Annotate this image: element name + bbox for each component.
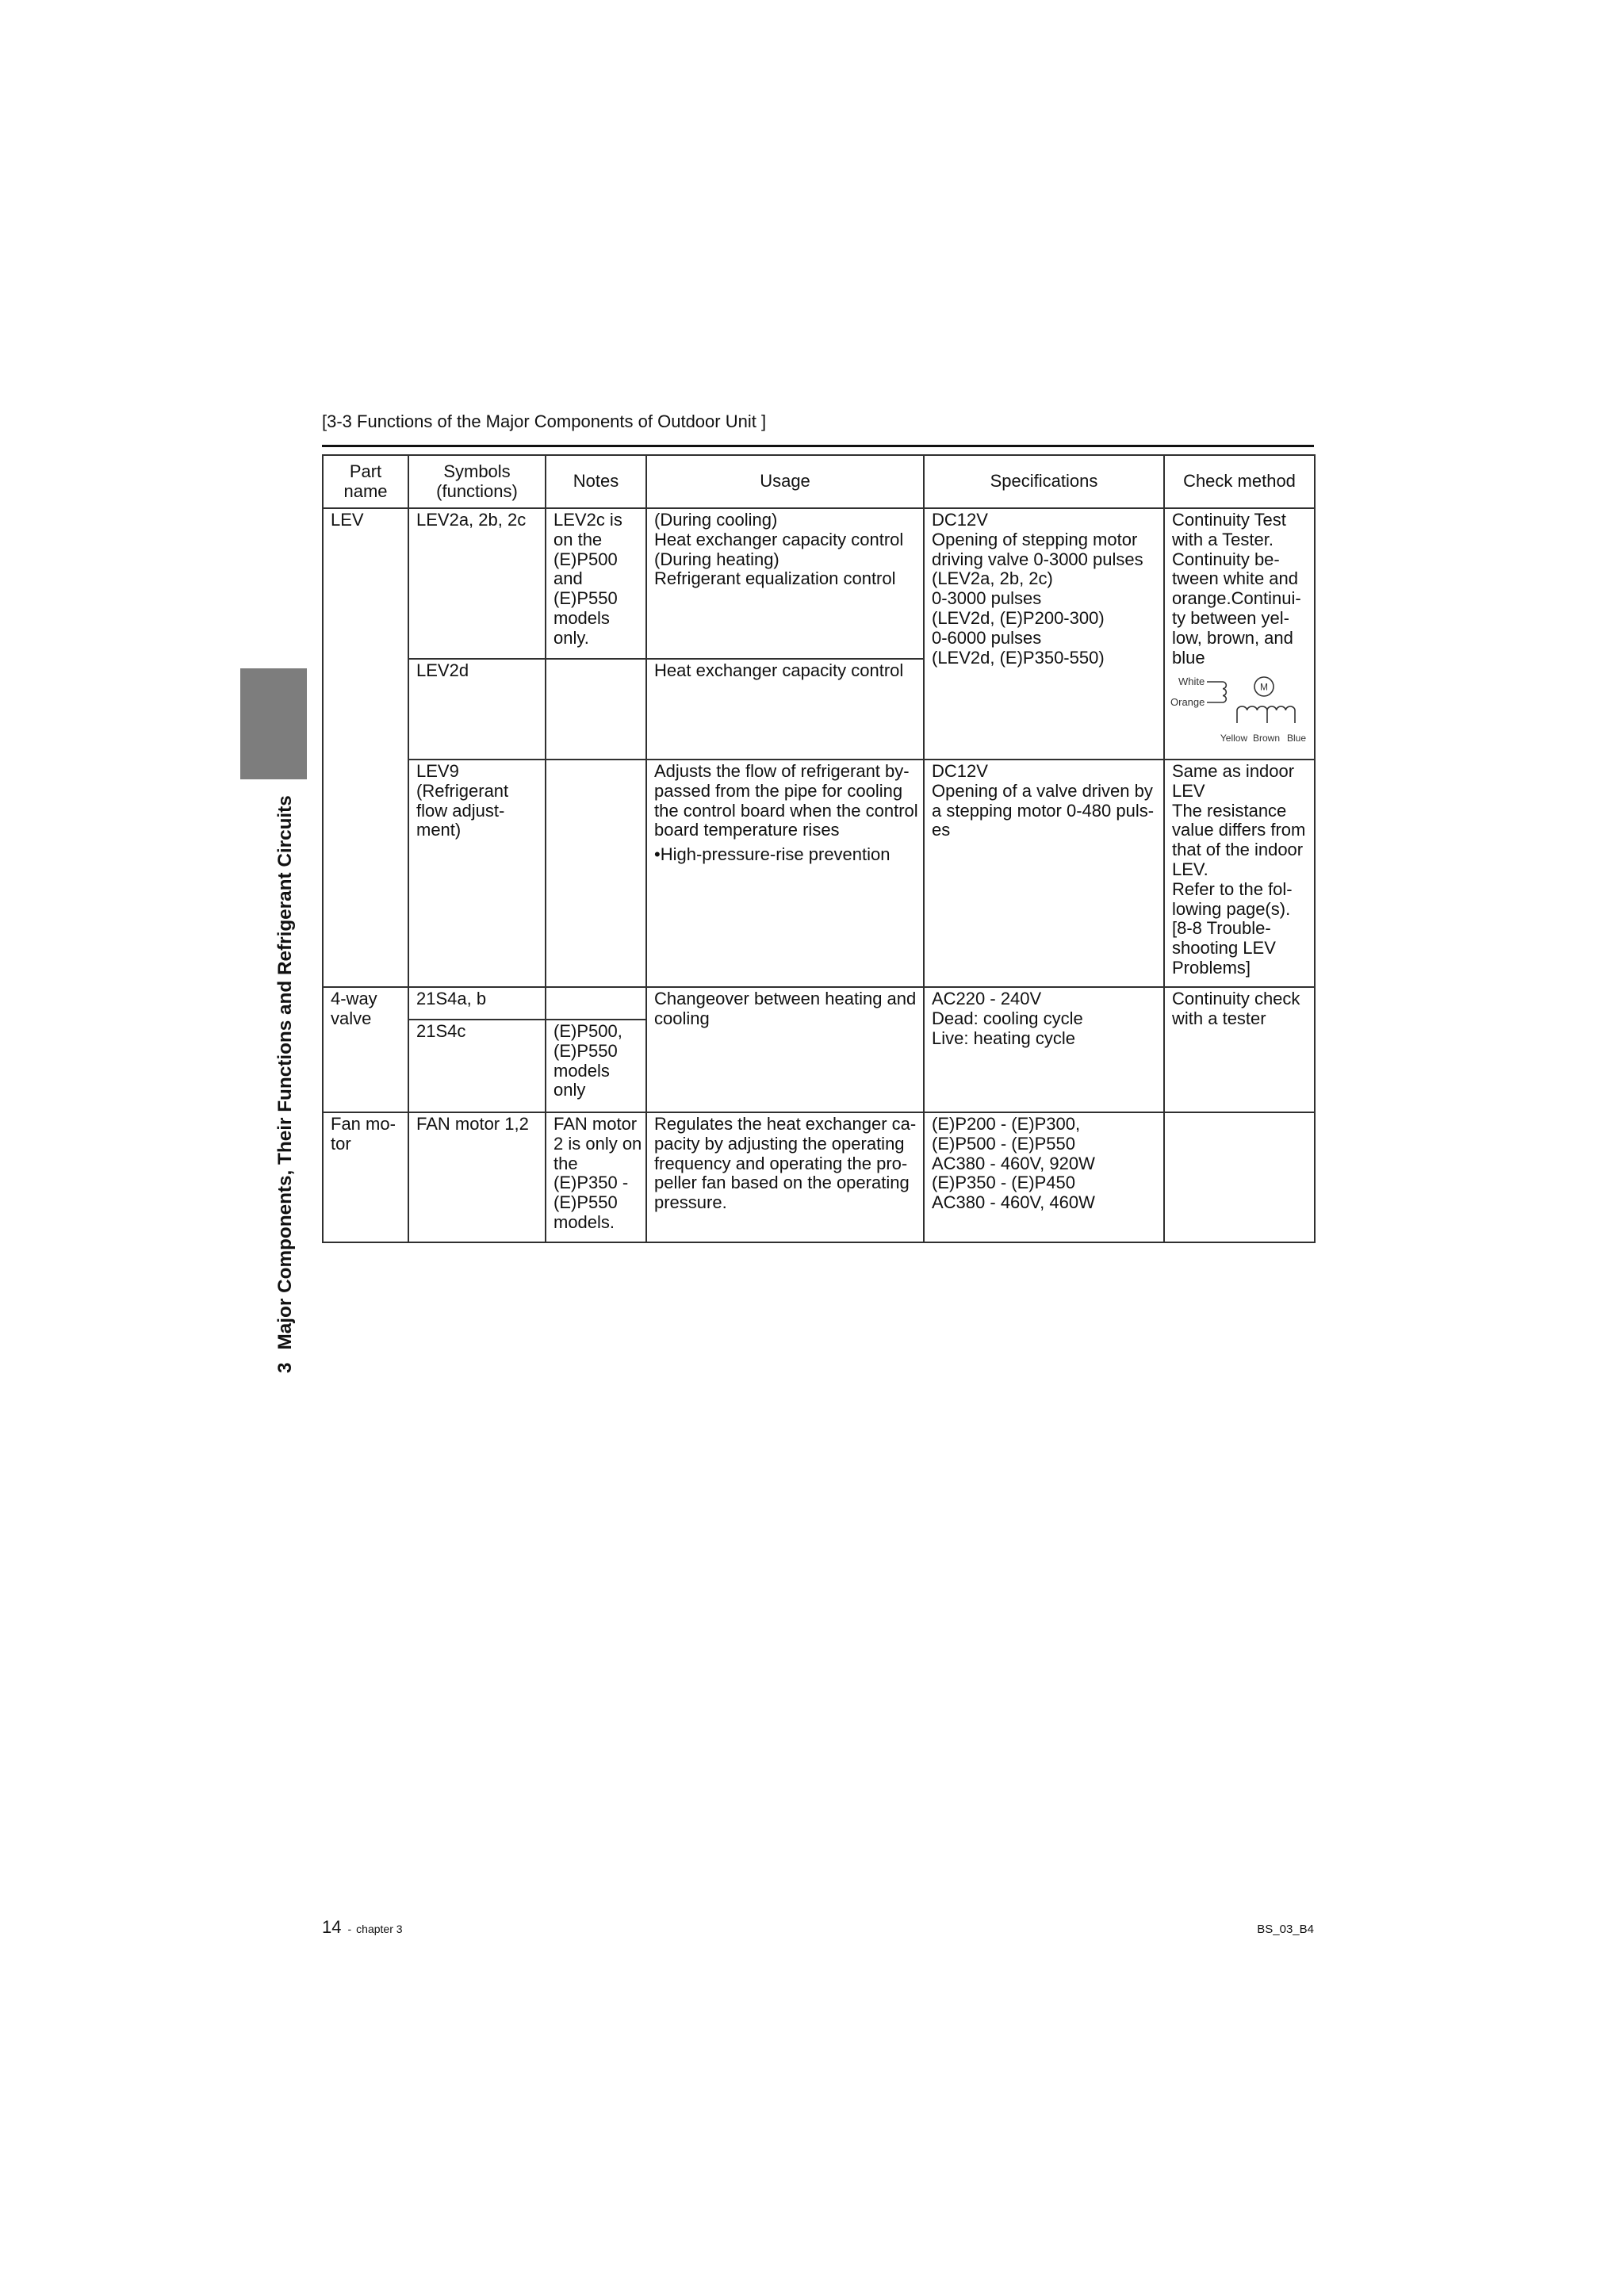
cell-text-line: low, brown, and	[1172, 627, 1293, 648]
cell-text-line: LEV2d	[416, 660, 469, 680]
cell-text-line: (Refrigerant	[416, 780, 509, 801]
chapter-side-title	[274, 795, 297, 1373]
cell-text-line: only	[553, 1080, 586, 1100]
coil-lead-lines	[1237, 710, 1295, 723]
orange-wire-label: Orange	[1170, 696, 1205, 708]
cell-text-line: Changeover between heating and	[654, 989, 917, 1008]
cell-notes-lev2d	[546, 659, 646, 760]
cell-symbols-21s4c	[408, 1020, 546, 1112]
cell-text-line: only.	[553, 627, 589, 648]
cell-text-line: es	[932, 820, 951, 840]
cell-text-line: (functions)	[436, 480, 518, 501]
cell-specifications-lev2	[924, 508, 1164, 760]
cell-text-line: Usage	[760, 471, 810, 492]
cell-text-line: Fan mo-	[331, 1114, 396, 1134]
cell-text-line: AC380 - 460V, 460W	[932, 1192, 1095, 1213]
cell-text-line: 4-way	[331, 989, 377, 1008]
cell-check-method-four-way-valve	[1164, 987, 1315, 1112]
cell-symbols-lev9	[408, 760, 546, 987]
cell-text-line: (E)P500	[553, 549, 618, 569]
cell-text-line: ty between yel-	[1172, 607, 1289, 628]
cell-text-line: (E)P200 - (E)P300,	[932, 1114, 1081, 1134]
page-number: 14	[322, 1917, 342, 1937]
cell-text-line: (During cooling)	[654, 510, 778, 530]
page-footer	[322, 1917, 1314, 1938]
cell-symbols-21s4ab	[408, 987, 546, 1020]
cell-text-line: Adjusts the flow of refrigerant by-	[654, 761, 910, 781]
cell-text-line: Continuity be-	[1172, 549, 1280, 569]
cell-text-line: tor	[331, 1133, 351, 1154]
motor-label: M	[1260, 681, 1268, 693]
cell-symbols-fan-motor	[408, 1112, 546, 1242]
footer-chapter-label: chapter 3	[356, 1923, 403, 1935]
cell-text-line: Same as indoor	[1172, 761, 1295, 781]
cell-text-line: the control board when the control	[654, 800, 918, 821]
cell-specifications-four-way-valve	[924, 987, 1164, 1112]
cell-text-line: models.	[553, 1211, 615, 1232]
cell-text-line: board temperature rises	[654, 820, 840, 840]
yellow-wire-label: Yellow	[1220, 733, 1248, 744]
cell-text-line: ment)	[416, 820, 462, 840]
lev-wiring-diagram	[1166, 670, 1312, 749]
cell-text-line: orange.Continui-	[1172, 588, 1301, 609]
header-part-name	[323, 455, 408, 508]
cell-part-fan-motor	[323, 1112, 408, 1242]
cell-text-line: LEV.	[1172, 859, 1208, 879]
cell-text-line: Part	[349, 461, 382, 481]
footer-separator: -	[347, 1923, 352, 1935]
cell-text-line: Symbols	[443, 461, 511, 481]
cell-text-line: (LEV2d, (E)P200-300)	[932, 607, 1105, 628]
cell-notes-fan-motor	[546, 1112, 646, 1242]
cell-notes-lev2abc	[546, 508, 646, 659]
cell-usage-fan-motor	[646, 1112, 924, 1242]
cell-text-line: passed from the pipe for cooling	[654, 780, 903, 801]
cell-text-line: tween white and	[1172, 568, 1298, 589]
cell-text-line: frequency and operating the pro-	[654, 1153, 908, 1173]
cell-text-line: Opening of a valve driven by	[932, 780, 1153, 801]
cell-text-line: (E)P500,	[553, 1021, 622, 1041]
cell-text-line: LEV2a, 2b, 2c	[416, 510, 527, 530]
cell-text-line: FAN motor 1,2	[416, 1114, 529, 1134]
cell-usage-four-way-valve	[646, 987, 924, 1112]
cell-text-line: LEV	[331, 510, 364, 530]
cell-text-line: with a tester	[1172, 1008, 1266, 1028]
header-notes	[546, 455, 646, 508]
chapter-number: 3	[274, 1362, 296, 1373]
blue-wire-label: Blue	[1286, 733, 1307, 744]
header-symbols	[408, 455, 546, 508]
cell-text-line: 21S4a, b	[416, 989, 487, 1008]
title-rule	[322, 445, 1314, 447]
cell-text-line: LEV2c is	[553, 510, 622, 530]
cell-text-line: 21S4c	[416, 1021, 466, 1041]
cell-symbols-lev2d	[408, 659, 546, 760]
cell-text-line: Refer to the fol-	[1172, 878, 1293, 899]
cell-text-line: driving valve 0-3000 pulses	[932, 549, 1143, 569]
cell-text-line: (E)P550	[553, 588, 618, 609]
cell-text-line: Live: heating cycle	[932, 1027, 1075, 1048]
cell-text-line: Problems]	[1172, 957, 1251, 978]
cell-text-line: Specifications	[990, 471, 1098, 492]
cell-text-line: name	[343, 480, 388, 501]
cell-text-line: AC220 - 240V	[932, 989, 1042, 1008]
footer-left	[322, 1917, 403, 1938]
cell-text-line: DC12V	[932, 510, 988, 530]
cell-text-line: valve	[331, 1008, 372, 1028]
cell-text-line: models	[553, 1060, 610, 1081]
cell-text-line: Dead: cooling cycle	[932, 1008, 1083, 1028]
cell-text-line: Continuity check	[1172, 989, 1300, 1008]
cell-specifications-fan-motor	[924, 1112, 1164, 1242]
cell-text-line: blue	[1172, 647, 1205, 668]
cell-part-lev	[323, 508, 408, 987]
cell-text-line: 2 is only on	[553, 1133, 642, 1154]
cell-text-line: (During heating)	[654, 549, 779, 569]
cell-text-line: models	[553, 607, 610, 628]
cell-usage-lev9	[646, 760, 924, 987]
cell-usage-lev2abc	[646, 508, 924, 659]
cell-text-line: (LEV2d, (E)P350-550)	[932, 647, 1105, 668]
cell-text-line: cooling	[654, 1008, 710, 1028]
white-wire-label: White	[1178, 675, 1205, 687]
header-specifications	[924, 455, 1164, 508]
cell-text-line: The resistance	[1172, 800, 1287, 821]
cell-text-line: (E)P350 -	[553, 1173, 629, 1193]
cell-text-line: on the	[553, 529, 603, 549]
cell-text-line: pressure.	[654, 1192, 727, 1213]
table-row-lev2abc	[323, 508, 1315, 659]
chapter-side-tab	[240, 668, 307, 779]
cell-text-line: and	[553, 568, 583, 589]
table-row-fan-motor	[323, 1112, 1315, 1242]
cell-text-line: Refrigerant equalization control	[654, 568, 896, 589]
cell-text-line: Regulates the heat exchanger ca-	[654, 1114, 917, 1134]
cell-text-line: Heat exchanger capacity control	[654, 529, 904, 549]
cell-text-line: (E)P500 - (E)P550	[932, 1133, 1075, 1154]
cell-text-line: Continuity Test	[1172, 510, 1286, 530]
table-row-lev9	[323, 760, 1315, 987]
horizontal-coil-left	[1237, 706, 1267, 710]
cell-symbols-lev2abc	[408, 508, 546, 659]
cell-text-line: with a Tester.	[1172, 529, 1274, 549]
cell-text-line: pacity by adjusting the operating	[654, 1133, 905, 1154]
cell-text-line: flow adjust-	[416, 800, 505, 821]
cell-part-four-way-valve	[323, 987, 408, 1112]
cell-notes-21s4ab	[546, 987, 646, 1020]
cell-text-line: lowing page(s).	[1172, 898, 1291, 919]
cell-text-line: LEV9	[416, 761, 459, 781]
cell-text-line: Notes	[573, 471, 619, 492]
brown-wire-label: Brown	[1252, 733, 1281, 744]
cell-usage-lev2d	[646, 659, 924, 760]
cell-text-line: (E)P550	[553, 1192, 618, 1213]
cell-text-line: Heat exchanger capacity control	[654, 660, 904, 680]
section-title: [3-3 Functions of the Major Components of Outdoor Unit ]	[322, 411, 767, 431]
vertical-coil-symbol	[1223, 682, 1226, 702]
cell-notes-21s4c	[546, 1020, 646, 1112]
cell-check-method-lev9	[1164, 760, 1315, 987]
cell-text-line: value differs from	[1172, 820, 1306, 840]
cell-text-line: (E)P350 - (E)P450	[932, 1173, 1075, 1193]
components-table	[322, 454, 1316, 1243]
header-usage	[646, 455, 924, 508]
cell-notes-lev9	[546, 760, 646, 987]
cell-text-line: [8-8 Trouble-	[1172, 918, 1271, 939]
table-row-21s4ab	[323, 987, 1315, 1020]
cell-text-line: a stepping motor 0-480 puls-	[932, 800, 1155, 821]
cell-text-line: shooting LEV	[1172, 938, 1276, 959]
cell-text-line: •High-pressure-rise prevention	[654, 844, 891, 865]
document-code: BS_03_B4	[1257, 1923, 1314, 1936]
table-header-row	[323, 455, 1315, 508]
cell-text-line: peller fan based on the operating	[654, 1173, 910, 1193]
cell-text-line: 0-3000 pulses	[932, 588, 1042, 609]
cell-text-line: that of the indoor	[1172, 840, 1304, 860]
cell-text-line: (LEV2a, 2b, 2c)	[932, 568, 1053, 589]
cell-text-line: the	[553, 1153, 578, 1173]
header-check-method	[1164, 455, 1315, 508]
cell-text-line: LEV	[1172, 780, 1205, 801]
cell-text-line: 0-6000 pulses	[932, 627, 1042, 648]
cell-text-line: AC380 - 460V, 920W	[932, 1153, 1095, 1173]
cell-text-line: FAN motor	[553, 1114, 638, 1134]
horizontal-coil-right	[1267, 706, 1295, 710]
cell-text-line: Check method	[1183, 471, 1296, 492]
cell-text-line: (E)P550	[553, 1040, 618, 1061]
cell-check-method-fan-motor	[1164, 1112, 1315, 1242]
cell-text-line: Opening of stepping motor	[932, 529, 1138, 549]
cell-specifications-lev9	[924, 760, 1164, 987]
chapter-title: Major Components, Their Functions and Refrigerant Circuits	[274, 795, 296, 1350]
cell-text-line: DC12V	[932, 761, 988, 781]
